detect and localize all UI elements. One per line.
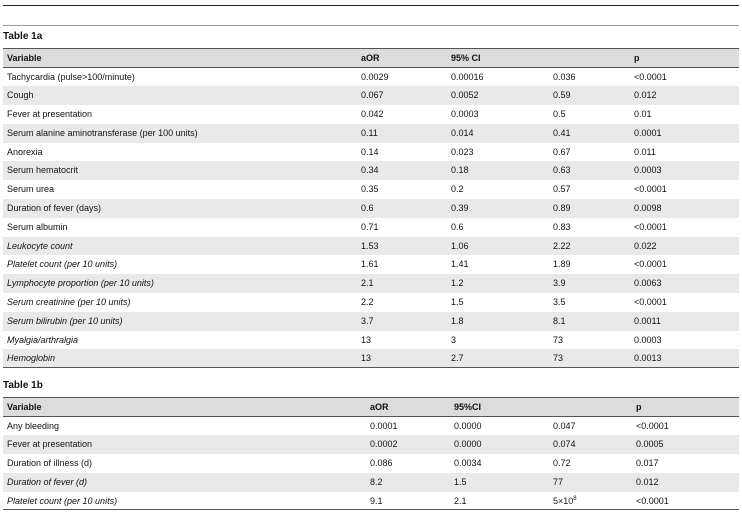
table-row	[3, 454, 739, 473]
cell-ci-high: $5\times 10^8$	[553, 495, 577, 506]
cell-ci-low: 0.39	[451, 203, 469, 214]
table-a-body	[3, 68, 739, 369]
cell-variable: Fever at presentation	[7, 439, 93, 450]
cell-p: 0.0005	[636, 439, 664, 450]
table-row	[3, 143, 739, 162]
cell-p: 0.01	[634, 109, 652, 120]
cell-variable: Cough	[7, 90, 34, 101]
cell-aor: 3.7	[361, 315, 374, 326]
cell-variable: Tachycardia (pulse>100/minute)	[7, 71, 135, 82]
cell-ci-high: 2.22	[553, 240, 571, 251]
cell-ci-low: 1.8	[451, 315, 464, 326]
cell-aor: 0.14	[361, 146, 379, 157]
cell-p: 0.0013	[634, 353, 662, 364]
cell-aor: 0.086	[370, 458, 393, 469]
table-row	[3, 312, 739, 331]
table-row	[3, 237, 739, 256]
cell-variable: Duration of fever (days)	[7, 203, 102, 214]
header-ci: 95%CI	[454, 402, 482, 412]
table-row	[3, 161, 739, 180]
cell-ci-low: 2.1	[454, 495, 467, 506]
cell-p: 0.0063	[634, 278, 662, 289]
cell-ci-high: 0.59	[553, 90, 571, 101]
cell-ci-high: 1.89	[553, 259, 571, 270]
cell-p: <0.0001	[634, 184, 667, 195]
cell-ci-low: 0.0000	[454, 420, 482, 431]
cell-variable: Myalgia/arthralgia	[7, 334, 79, 345]
cell-ci-low: 0.0003	[451, 109, 479, 120]
cell-aor: 8.2	[370, 476, 383, 487]
cell-ci-low: 1.41	[451, 259, 469, 270]
cell-aor: 0.34	[361, 165, 379, 176]
table-row	[3, 349, 739, 368]
cell-aor: 0.042	[361, 109, 384, 120]
cell-variable: Serum bilirubin (per 10 units)	[7, 315, 123, 326]
cell-ci-low: 1.2	[451, 278, 464, 289]
cell-p: 0.012	[636, 476, 659, 487]
cell-ci-low: 1.5	[451, 297, 464, 308]
table-row	[3, 293, 739, 312]
cell-ci-low: 0.0034	[454, 458, 482, 469]
cell-aor: 0.11	[361, 127, 378, 138]
top-rule	[3, 5, 739, 6]
cell-ci-low: 0.18	[451, 165, 469, 176]
cell-aor: 1.61	[361, 259, 379, 270]
table-row	[3, 86, 739, 105]
cell-aor: 0.0002	[370, 439, 398, 450]
cell-ci-high: 0.57	[553, 184, 571, 195]
cell-variable: Platelet count (per 10 units)	[7, 495, 118, 506]
cell-aor: 13	[361, 334, 372, 345]
table-a	[3, 48, 739, 368]
cell-p: <0.0001	[634, 71, 667, 82]
table-row	[3, 218, 739, 237]
header-aor: aOR	[361, 53, 380, 63]
cell-aor: 13	[361, 353, 372, 364]
header-variable: Variable	[7, 53, 42, 63]
cell-p: <0.0001	[634, 221, 667, 232]
cell-ci-low: 1.5	[454, 476, 467, 487]
cell-aor: 0.0001	[370, 420, 398, 431]
table-row	[3, 492, 739, 511]
table-b	[3, 397, 739, 510]
table-row	[3, 124, 739, 143]
cell-ci-low: 0.0052	[451, 90, 479, 101]
cell-ci-high: 0.63	[553, 165, 571, 176]
cell-variable: Serum alanine aminotransferase (per 100 units)	[7, 127, 198, 138]
cell-variable: Fever at presentation	[7, 109, 93, 120]
cell-p: 0.011	[634, 146, 656, 157]
cell-ci-high: 3.9	[553, 278, 566, 289]
table-b-title: Table 1b	[3, 380, 43, 391]
cell-aor: 2.1	[361, 278, 374, 289]
cell-aor: 0.35	[361, 184, 379, 195]
header-variable: Variable	[7, 402, 42, 412]
cell-variable: Duration of illness (d)	[7, 458, 93, 469]
cell-aor: 1.53	[361, 240, 379, 251]
divider-rule	[3, 25, 739, 26]
cell-variable: Any bleeding	[7, 420, 60, 431]
cell-ci-low: 0.6	[451, 221, 464, 232]
cell-ci-high: 73	[553, 353, 564, 364]
cell-variable: Platelet count (per 10 units)	[7, 259, 118, 270]
cell-variable: Serum urea	[7, 184, 55, 195]
table-row	[3, 68, 739, 87]
cell-ci-high: 0.67	[553, 146, 571, 157]
cell-variable: Lymphocyte proportion (per 10 units)	[7, 278, 154, 289]
cell-p: 0.012	[634, 90, 657, 101]
cell-ci-high: 0.89	[553, 203, 571, 214]
cell-p: <0.0001	[634, 259, 667, 270]
table-row	[3, 435, 739, 454]
cell-p: 0.0003	[634, 165, 662, 176]
cell-ci-high: 3.5	[553, 297, 566, 308]
header-aor: aOR	[370, 402, 389, 412]
cell-variable: Leukocyte count	[7, 240, 73, 251]
cell-p: <0.0001	[636, 420, 669, 431]
cell-ci-high: 0.074	[553, 439, 576, 450]
cell-p: 0.0001	[634, 127, 662, 138]
cell-p: 0.022	[634, 240, 657, 251]
cell-ci-high: 0.047	[553, 420, 576, 431]
table-a-title: Table 1a	[3, 31, 43, 42]
cell-variable: Hemoglobin	[7, 353, 56, 364]
cell-p: <0.0001	[636, 495, 669, 506]
header-p: p	[636, 402, 642, 412]
cell-aor: 0.0029	[361, 71, 389, 82]
cell-ci-low: 0.023	[451, 146, 474, 157]
cell-p: 0.0003	[634, 334, 662, 345]
cell-ci-high: 0.036	[553, 71, 576, 82]
cell-ci-low: 2.7	[451, 353, 464, 364]
cell-ci-high: 0.72	[553, 458, 571, 469]
table-row	[3, 274, 739, 293]
cell-aor: 2.2	[361, 297, 374, 308]
table-row	[3, 417, 739, 436]
cell-ci-low: 0.0000	[454, 439, 482, 450]
table-row	[3, 199, 739, 218]
cell-variable: Serum albumin	[7, 221, 68, 232]
cell-ci-high: 0.5	[553, 109, 566, 120]
cell-p: 0.017	[636, 458, 659, 469]
header-p: p	[634, 53, 640, 63]
table-row	[3, 180, 739, 199]
cell-variable: Serum creatinine (per 10 units)	[7, 297, 131, 308]
cell-ci-high: 77	[553, 476, 564, 487]
cell-ci-high: 8.1	[553, 315, 566, 326]
table-row	[3, 105, 739, 124]
cell-variable: Duration of fever (d)	[7, 476, 88, 487]
table-b-body	[3, 417, 739, 511]
cell-ci-high: 0.41	[553, 127, 571, 138]
cell-ci-high: 0.83	[553, 221, 571, 232]
cell-aor: 0.6	[361, 203, 374, 214]
cell-ci-low: 0.2	[451, 184, 464, 195]
cell-variable: Anorexia	[7, 146, 43, 157]
cell-variable: Serum hematocrit	[7, 165, 79, 176]
table-a-header	[3, 48, 739, 68]
exponent: 8	[573, 495, 577, 502]
table-b-header	[3, 397, 739, 417]
cell-aor: 0.067	[361, 90, 384, 101]
cell-p: <0.0001	[634, 297, 667, 308]
cell-aor: 9.1	[370, 495, 383, 506]
table-row	[3, 331, 739, 350]
table-row	[3, 473, 739, 492]
header-ci: 95% CI	[451, 53, 481, 63]
cell-p: 0.0098	[634, 203, 662, 214]
cell-ci-low: 0.00016	[451, 71, 484, 82]
cell-aor: 0.71	[361, 221, 379, 232]
cell-ci-low: 3	[451, 334, 457, 345]
cell-ci-low: 0.014	[451, 127, 474, 138]
cell-ci-high: 73	[553, 334, 564, 345]
cell-p: 0.0011	[634, 315, 661, 326]
cell-ci-low: 1.06	[451, 240, 469, 251]
table-row	[3, 255, 739, 274]
